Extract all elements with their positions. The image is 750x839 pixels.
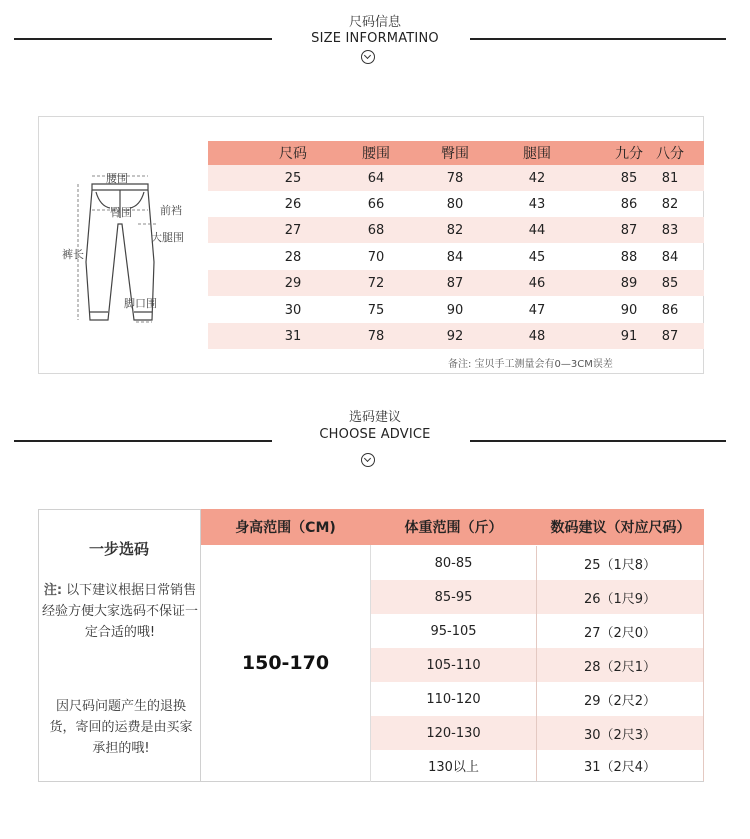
size-cell: 25（1尺8）	[537, 546, 704, 580]
header-size: 尺码	[279, 146, 307, 162]
table-row	[208, 297, 704, 323]
weight-cell: 130以上	[371, 750, 537, 781]
cell-waist: 70	[367, 249, 385, 265]
weight-cell: 120-130	[371, 716, 537, 750]
cell-ninth: 90	[620, 302, 638, 318]
cell-eighth: 86	[661, 302, 679, 318]
cell-hip: 80	[446, 196, 464, 212]
size-cell: 28（2尺1）	[537, 648, 704, 682]
cell-eighth: 84	[661, 249, 679, 265]
hem-label: 脚口围	[124, 297, 157, 310]
cell-thigh: 48	[528, 328, 546, 344]
cell-ninth: 85	[620, 170, 638, 186]
cell-size: 30	[284, 302, 302, 318]
size-cell: 30（2尺3）	[537, 716, 704, 750]
note-label: 注:	[43, 583, 63, 598]
cell-size: 29	[284, 275, 302, 291]
weight-cell: 110-120	[371, 682, 537, 716]
cell-size: 27	[284, 222, 302, 238]
size-section-title-cn: 尺码信息	[348, 15, 401, 30]
cell-ninth: 87	[620, 222, 638, 238]
size-table-header	[208, 141, 704, 165]
size-cell: 26（1尺9）	[537, 580, 704, 614]
cell-thigh: 45	[528, 249, 546, 265]
size-cell: 27（2尺0）	[537, 614, 704, 648]
front-rise-label: 前裆	[160, 204, 182, 217]
advice-note	[42, 580, 198, 643]
thigh-label: 大腿围	[151, 231, 184, 244]
cell-ninth: 88	[620, 249, 638, 265]
header-size-advice: 数码建议（对应尺码）	[537, 509, 704, 545]
cell-hip: 82	[446, 222, 464, 238]
table-row	[208, 270, 704, 296]
cell-waist: 78	[367, 328, 385, 344]
cell-size: 31	[284, 328, 302, 344]
header-ninth: 九分	[615, 146, 643, 162]
cell-ninth: 91	[620, 328, 638, 344]
chevron-down-icon	[361, 50, 375, 64]
cell-waist: 72	[367, 275, 385, 291]
length-label: 裤长	[62, 248, 84, 261]
cell-waist: 64	[367, 170, 385, 186]
weight-cell: 85-95	[371, 580, 537, 614]
table-row	[208, 244, 704, 270]
table-row	[208, 191, 704, 217]
advice-section-title-en: CHOOSE ADVICE	[319, 427, 431, 442]
cell-eighth: 81	[661, 170, 679, 186]
cell-hip: 78	[446, 170, 464, 186]
cell-waist: 75	[367, 302, 385, 318]
weight-cell: 105-110	[371, 648, 537, 682]
size-cell: 31（2尺4）	[537, 750, 704, 781]
cell-eighth: 83	[661, 222, 679, 238]
weight-cell: 95-105	[371, 614, 537, 648]
cell-ninth: 86	[620, 196, 638, 212]
header-thigh: 腿围	[523, 146, 551, 162]
cell-thigh: 42	[528, 170, 546, 186]
cell-size: 26	[284, 196, 302, 212]
cell-size: 25	[284, 170, 302, 186]
cell-hip: 90	[446, 302, 464, 318]
cell-size: 28	[284, 249, 302, 265]
measurement-note: 备注: 宝贝手工测量会有0—3CM误差	[448, 359, 613, 370]
size-cell: 29（2尺2）	[537, 682, 704, 716]
cell-thigh: 43	[528, 196, 546, 212]
cell-thigh: 47	[528, 302, 546, 318]
height-range-value: 150-170	[241, 652, 330, 674]
header-eighth: 八分	[656, 146, 684, 162]
note-text: 以下建议根据日常销售经验方便大家选码不保证一定合适的哦!	[42, 583, 199, 640]
advice-divider	[200, 509, 201, 782]
cell-thigh: 46	[528, 275, 546, 291]
return-disclaimer: 因尺码问题产生的退换货，寄回的运费是由买家承担的哦!	[49, 699, 193, 756]
header-height-range: 身高范围（CM)	[201, 509, 370, 545]
size-section-title-en: SIZE INFORMATINO	[311, 31, 439, 46]
table-row	[208, 165, 704, 191]
table-row	[208, 323, 704, 349]
cell-hip: 84	[446, 249, 464, 265]
cell-eighth: 87	[661, 328, 679, 344]
cell-waist: 68	[367, 222, 385, 238]
chevron-down-icon	[361, 453, 375, 467]
waist-label: 腰围	[106, 172, 128, 185]
cell-hip: 87	[446, 275, 464, 291]
cell-ninth: 89	[620, 275, 638, 291]
cell-eighth: 82	[661, 196, 679, 212]
cell-waist: 66	[367, 196, 385, 212]
weight-cell: 80-85	[371, 546, 537, 580]
advice-section-title-cn: 选码建议	[348, 410, 401, 425]
table-row	[208, 217, 704, 243]
header-hip: 臀围	[441, 146, 469, 162]
cell-eighth: 85	[661, 275, 679, 291]
header-waist: 腰围	[362, 146, 390, 162]
cell-hip: 92	[446, 328, 464, 344]
cell-thigh: 44	[528, 222, 546, 238]
hip-label: 臀围	[110, 206, 132, 219]
header-weight-range: 体重范围（斤）	[370, 509, 537, 545]
one-step-title: 一步选码	[88, 540, 149, 558]
